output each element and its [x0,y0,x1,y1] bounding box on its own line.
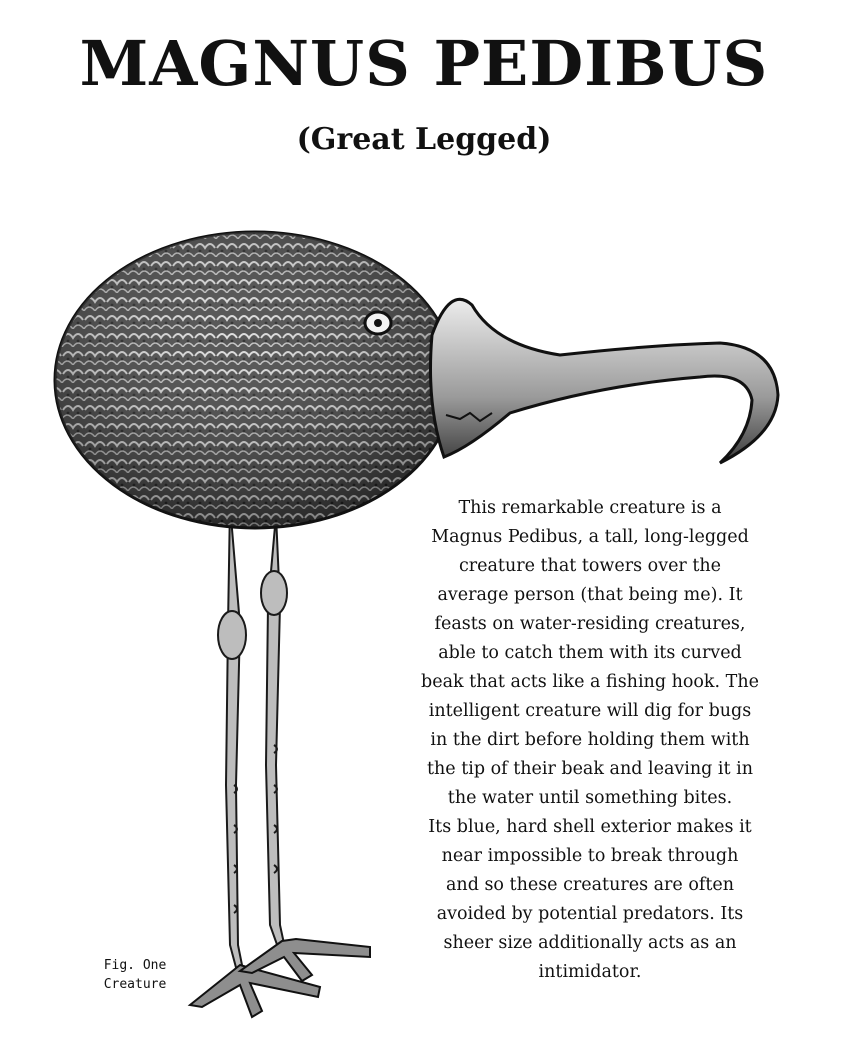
creature-eye [365,312,391,334]
description-line: beak that acts like a fishing hook. The [421,672,759,692]
page-title: MAGNUS PEDIBUS [79,27,769,100]
description-line: average person (that being me). It [437,585,743,605]
caption-line: Creature [103,977,167,992]
description-line: intimidator. [538,962,642,982]
creature-feet [190,939,370,1017]
creature-beak [431,299,779,463]
description-text [400,494,780,987]
description-line: avoided by potential predators. Its [436,904,744,924]
caption-line: Fig. One [103,958,167,973]
page-subtitle: (Great Legged) [296,122,552,157]
creature-body [55,232,455,528]
description-line: feasts on water-residing creatures, [434,614,746,634]
description-line: near impossible to break through [441,846,739,866]
description-line: able to catch them with its curved [438,643,742,663]
description-line: the tip of their beak and leaving it in [427,759,753,779]
description-line: Its blue, hard shell exterior makes it [428,817,752,837]
creature-legs [218,505,287,975]
description-line: the water until something bites. [447,788,733,808]
description-line: in the dirt before holding them with [430,730,750,750]
description-line: creature that towers over the [458,556,722,576]
figure-caption [90,956,180,994]
description-line: intelligent creature will dig for bugs [428,701,752,721]
description-line: This remarkable creature is a [458,498,722,518]
description-line: Magnus Pedibus, a tall, long-legged [431,527,749,547]
description-line: sheer size additionally acts as an [443,933,737,953]
description-line: and so these creatures are often [445,875,735,895]
